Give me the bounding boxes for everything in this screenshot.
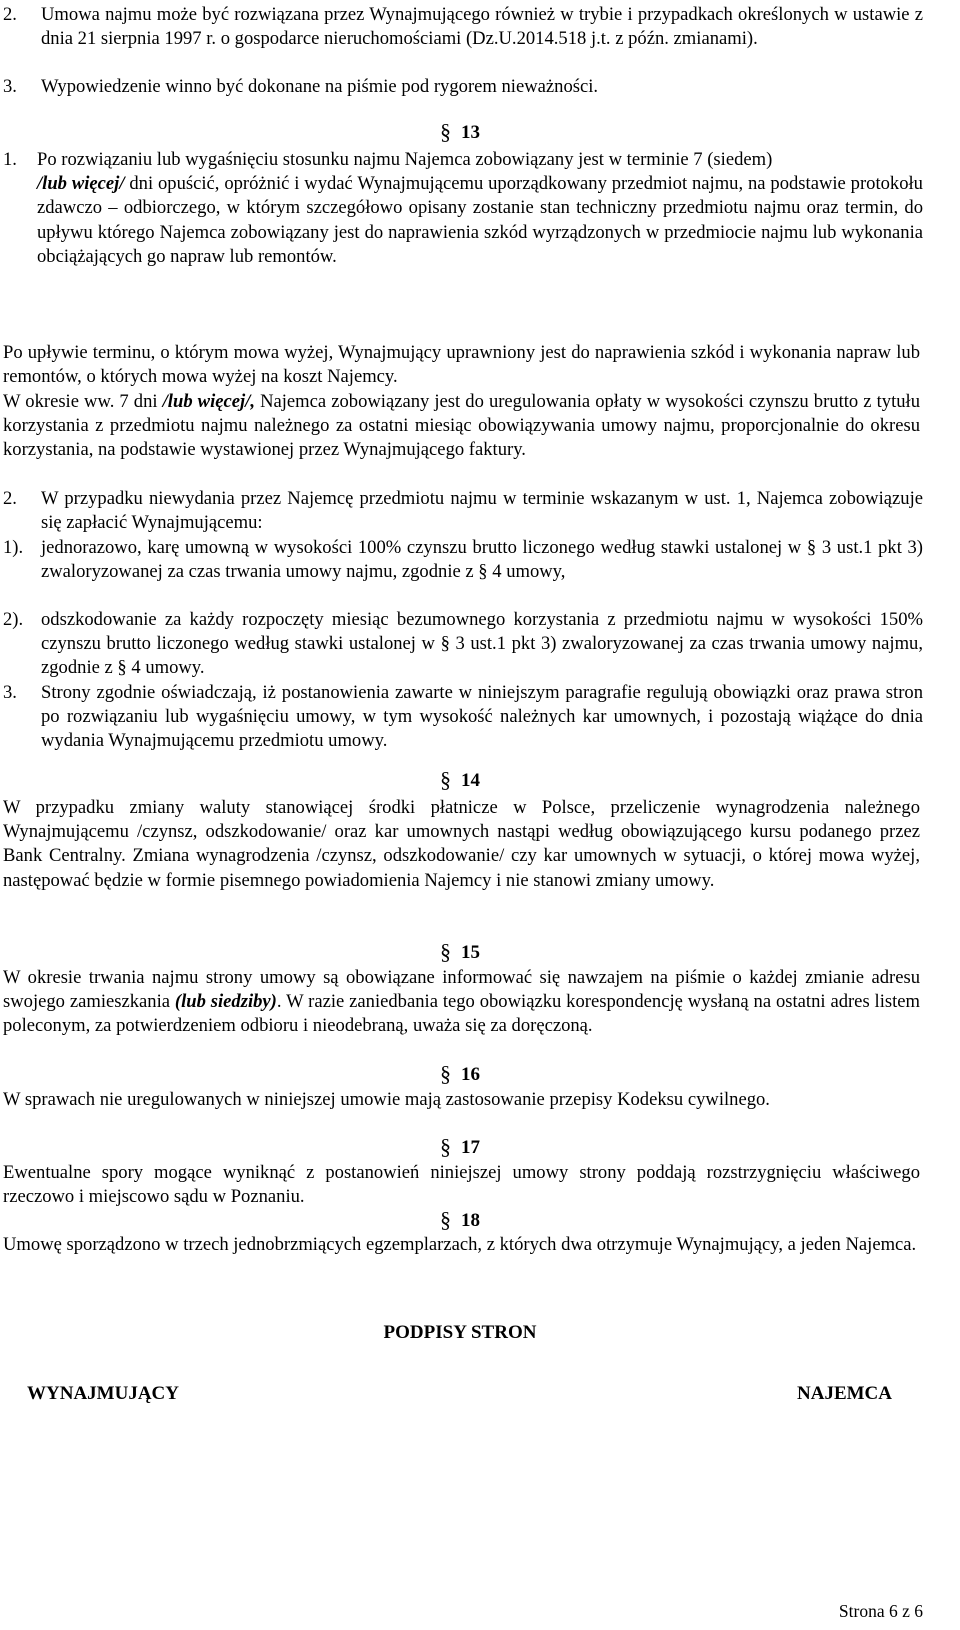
top-item-3 [3,75,923,99]
section-number: 17 [461,1137,480,1158]
paragraph-text: Ewentualne spory mogące wyniknąć z postanowień niniejszej umowy strony poddają rozstrzygnięciu właściwego rzeczowo i miejscowo sądu w Poznaniu. [3,1162,920,1208]
text-run-emphasis: (lub siedziby) [174,991,277,1013]
item-number: 3. [3,682,17,703]
text-run: 3 ust.1 pkt 3) zwaloryzowanej za czas trwania umowy najmu, zgodnie z [41,537,923,583]
s14-text [3,796,920,893]
paragraph-text: Umowę sporządzono w trzech jednobrzmiących egzemplarzach, z których dwa otrzymuje Wynajmujący, a jeden Najemca. [3,1234,917,1255]
section-number: 18 [461,1210,480,1231]
section-symbol: § [440,1134,451,1159]
item-text: Umowa najmu może być rozwiązana przez Wynajmującego również w trybie i przypadkach określonych w ustawie z dnia 21 sierpnia 1997 r. o gospodarce nieruchomościami (Dz.U.2014.518 j.t. z późn. zmianami). [41,4,923,50]
s13-paragraph-3 [3,681,923,754]
section-symbol: § [440,767,451,792]
page-number: Strona 6 z 6 [838,1601,923,1621]
top-item-2 [3,3,923,51]
s18-text [3,1233,920,1257]
item-number: 2. [3,488,17,509]
text-run: odszkodowanie za każdy rozpoczęty miesiąc bezumownego korzystania z przedmiotu najmu w wysokości 150% czynszu brutto liczonego według stawki ustalonej w [41,609,923,655]
section-symbol: § [440,633,450,655]
paragraph-text: W sprawach nie uregulowanych w niniejszej umowie mają zastosowanie przepisy Kodeksu cywilnego. [3,1089,770,1110]
signature-tenant-label: NAJEMCA [797,1383,892,1404]
s15-text [3,966,920,1039]
section-heading-16 [0,1062,920,1087]
item-number: 1. [3,149,17,170]
paragraph-text: Strony zgodnie oświadczają, iż postanowienia zawarte w niniejszym paragrafie regulują obowiązki oraz prawa stron po rozwiązaniu lub wygaśnięciu umowy, w tym wysokość należnych kar umownych, i pozostają wiążące do dnia wydania Wynajmującemu przedmiotu umowy. [41,682,923,752]
section-number: 15 [461,942,480,963]
section-symbol: § [440,1061,451,1086]
section-symbol: § [440,119,451,144]
paragraph-text: W przypadku zmiany waluty stanowiącej środki płatnicze w Polsce, przeliczenie wynagrodzenia należnego Wynajmującemu /czynsz, odszkodowanie/ oraz kar umownych nastąpi według obowiązującego kursu podanego przez Bank Centralny. Zmiana wynagrodzenia /czynsz, odszkodowanie/ czy kar umownych w sytuacji, o której mowa wyżej, następować będzie w formie pisemnego powiadomienia Najemcy i nie stanowi zmiany umowy. [3,797,920,891]
s13-paragraph-1 [3,148,923,269]
paragraph-text [3,608,923,681]
section-heading-15 [0,940,920,965]
item-number: 2. [3,4,17,25]
section-symbol: § [440,1207,451,1232]
s13-paragraph-2 [3,487,923,535]
text-run: . W razie zaniedbania tego obowiązku korespondencję wysłaną na ostatni adres listem poleconym, za potwierdzeniem odbioru i nieodebraną, uważa się za doręczoną. [3,991,921,1037]
s17-text [3,1161,920,1209]
text-run: 4 umowy, [492,561,566,583]
section-symbol: § [806,537,817,558]
section-number: 13 [461,122,480,143]
item-text: Wypowiedzenie winno być dokonane na piśmie pod rygorem nieważności. [41,76,599,97]
paragraph-text [3,390,920,463]
text-run: 3 ust.1 pkt 3) zwaloryzowanej za czas trwania umowy najmu, zgodnie z [41,633,923,679]
s13-subitem-1 [3,536,923,584]
section-heading-13 [0,120,920,145]
section-symbol: § [478,561,488,583]
paragraph-text: W przypadku niewydania przez Najemcę przedmiotu najmu w terminie wskazanym w ust. 1, Najemca zobowiązuje się zapłacić Wynajmującemu: [41,488,923,534]
text-run-emphasis: /lub więcej/ [37,173,125,195]
text-run: jednorazowo, karę umowną w wysokości 100% czynszu brutto liczonego według stawki ustalonej w [41,537,802,558]
item-number: 2). [3,609,24,630]
s13-paragraph-1-cont [3,341,920,389]
signature-landlord-label: WYNAJMUJĄCY [27,1383,179,1404]
signatures-title: PODPISY STRON [383,1322,537,1343]
paragraph-text [3,536,923,584]
text-run: 4 umowy. [131,657,205,679]
item-number: 3. [3,76,17,97]
item-number: 1). [3,537,24,558]
section-symbol: § [117,657,127,679]
text-run: Najemca zobowiązany jest do uregulowania opłaty w wysokości czynszu brutto z tytułu korzystania z przedmiotu najmu należnego za ostatni miesiąc obowiązywania umowy najmu, proporcjonalnie do okresu korzystania, na podstawie wystawionej przez Wynajmującego faktury. [3,391,920,461]
paragraph-text [3,966,920,1039]
section-number: 16 [461,1064,480,1085]
text-run-emphasis: /lub więcej/, [162,391,255,412]
section-number: 14 [461,770,480,791]
paragraph-text: Po upływie terminu, o którym mowa wyżej, Wynajmujący uprawniony jest do naprawienia szkód i wykonania napraw lub remontów, o których mowa wyżej na koszt Najemcy. [3,342,920,388]
text-run: W okresie ww. 7 dni [3,391,158,412]
text-run: Po rozwiązaniu lub wygaśnięciu stosunku najmu Najemca zobowiązany jest w terminie 7 (siedem) [37,149,773,170]
s13-subitem-2 [3,608,923,681]
section-heading-14 [0,768,920,793]
text-run: W okresie trwania najmu strony umowy są obowiązane informować się nawzajem na piśmie o każdej zmianie adresu swojego zamieszkania [3,967,920,1013]
s16-text [3,1088,920,1112]
s13-paragraph-1-fee [3,390,920,463]
section-symbol: § [440,939,451,964]
text-run: dni opuścić, opróżnić i wydać Wynajmującemu uporządkowany przedmiot najmu, na podstawie protokołu zdawczo – odbiorczego, w którym szczegółowo opisany zostanie stan techniczny przedmiotu najmu oraz termin, do upływu którego Najemca zobowiązany jest do naprawienia szkód wyrządzonych w przedmiocie najmu lub wykonania obciążających go napraw lub remontów. [37,173,923,267]
paragraph-text [3,148,923,269]
section-heading-17 [0,1135,920,1160]
section-heading-18 [0,1208,920,1233]
